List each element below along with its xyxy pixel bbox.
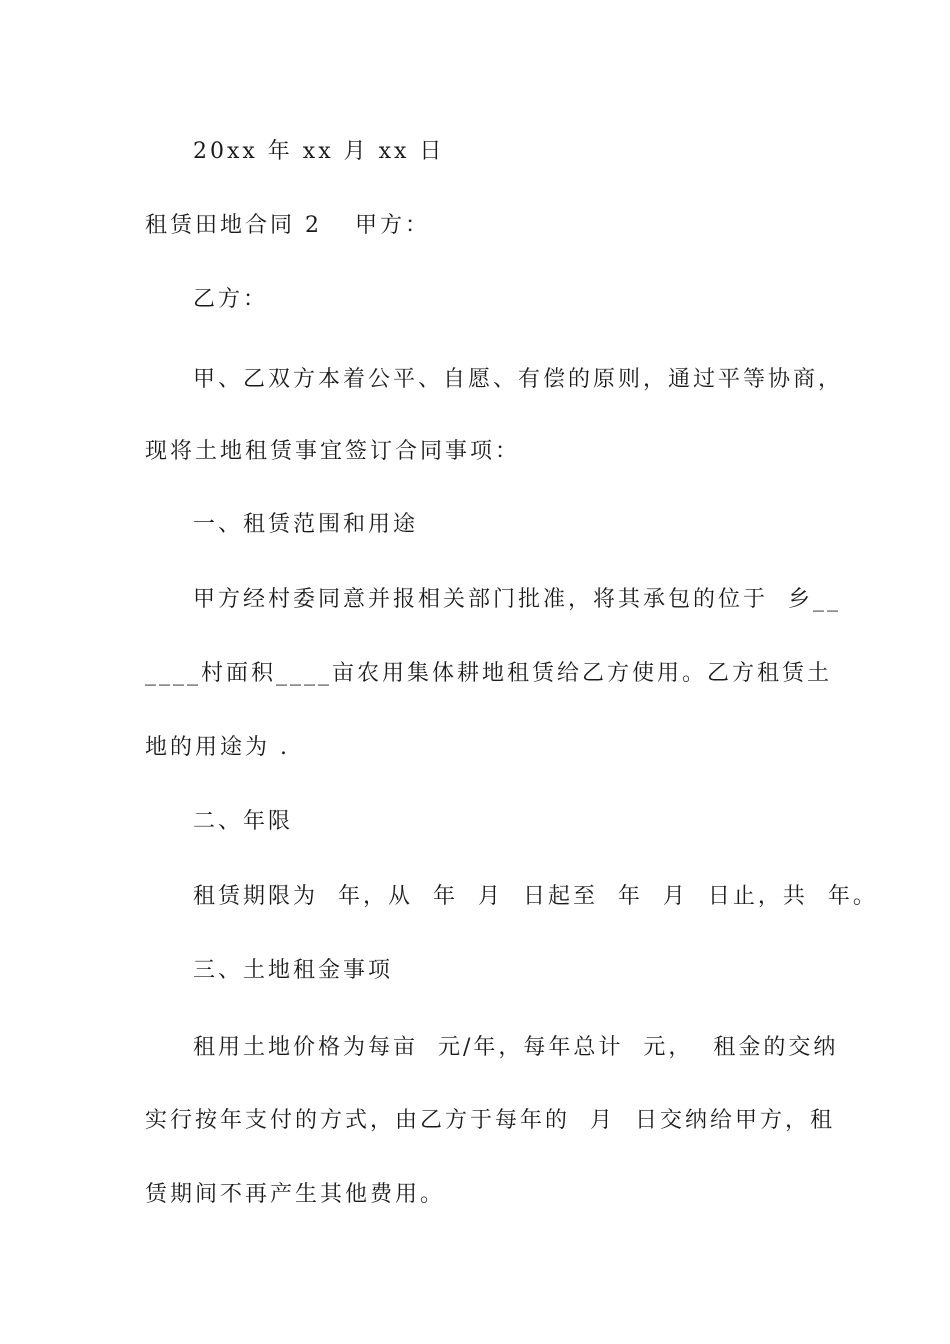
intro-paragraph-line-2: 现将土地租赁事宜签订合同事项： xyxy=(145,439,521,464)
contract-heading: 租赁田地合同 2 xyxy=(145,213,322,238)
party-a-label: 甲方： xyxy=(355,213,431,238)
section-1-title: 一、租赁范围和用途 xyxy=(193,512,419,537)
section-3-line-2: 实行按年支付的方式，由乙方于每年的 月 日交纳给甲方，租 xyxy=(145,1108,835,1133)
section-2-line-1: 租赁期限为 年，从 年 月 日起至 年 月 日止，共 年。 xyxy=(193,884,878,909)
section-1-line-2: ____村面积____亩农用集体耕地租赁给乙方使用。乙方租赁土 xyxy=(145,661,833,686)
intro-paragraph-line-1: 甲、乙双方本着公平、自愿、有偿的原则，通过平等协商， xyxy=(193,367,844,392)
section-1-line-3: 地的用途为 . xyxy=(145,735,290,760)
section-1-line-1: 甲方经村委同意并报相关部门批准，将其承包的位于 乡__ xyxy=(193,587,841,612)
section-3-line-1: 租用土地价格为每亩 元/年，每年总计 元， 租金的交纳 xyxy=(193,1035,839,1060)
section-3-title: 三、土地租金事项 xyxy=(193,958,394,983)
party-b-label: 乙方： xyxy=(193,287,269,312)
date-line: 20xx 年 xx 月 xx 日 xyxy=(193,139,445,164)
section-2-title: 二、年限 xyxy=(193,809,294,834)
section-3-line-3: 赁期间不再产生其他费用。 xyxy=(145,1182,446,1207)
